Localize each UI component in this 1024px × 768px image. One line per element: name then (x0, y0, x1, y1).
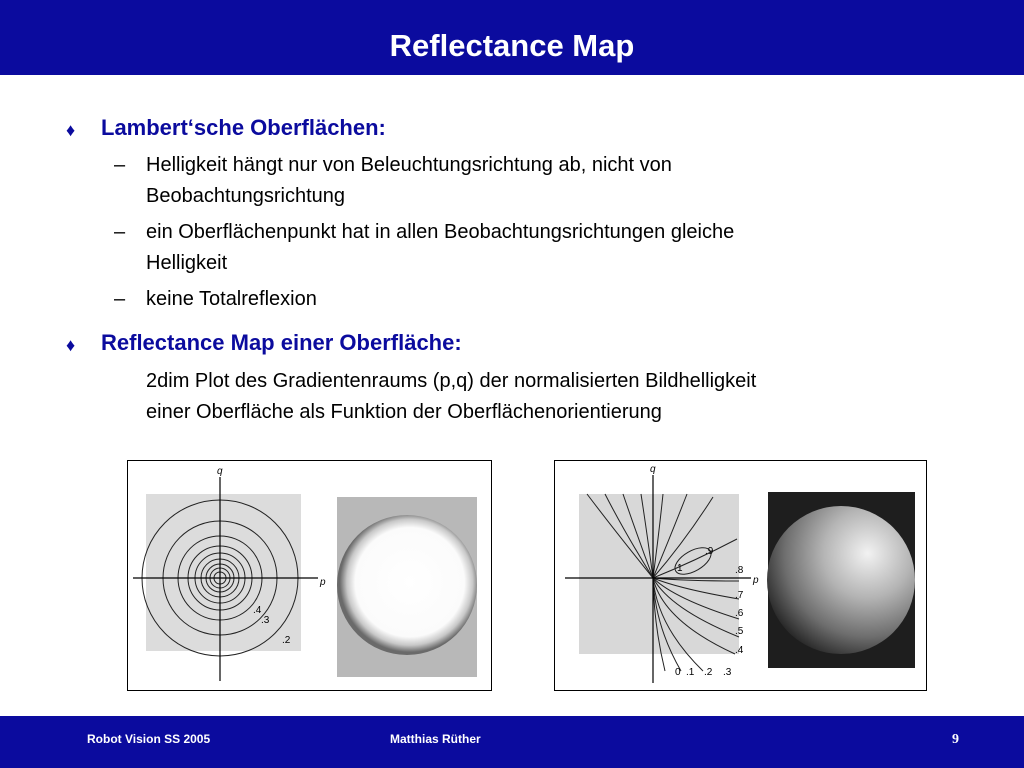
curve-label: .8 (735, 565, 744, 576)
sub-item-line: ein Oberflächenpunkt hat in allen Beobachtungsrichtungen gleiche (146, 221, 735, 243)
dash-marker: – (114, 288, 126, 310)
figure-oriented-reflectance (554, 460, 927, 691)
curve-label: .6 (735, 608, 744, 619)
diamond-bullet-icon: ♦ (66, 120, 76, 140)
sub-item-brightness (146, 150, 946, 212)
q-axis-label: q (650, 464, 656, 475)
sub-item-surface-point (146, 217, 946, 279)
description-line: einer Oberfläche als Funktion der Oberflächenorientierung (146, 401, 662, 423)
description-line: 2dim Plot des Gradientenraums (p,q) der normalisierten Bildhelligkeit (146, 370, 757, 392)
oriented-sphere-image (767, 506, 915, 654)
figure-lambert-reflectance (127, 460, 492, 691)
bottom-label: .1 (686, 667, 695, 678)
sub-item-line: Beobachtungsrichtung (146, 185, 346, 207)
contour-label: .2 (282, 635, 291, 646)
contour-background (146, 494, 301, 651)
dash-marker: – (114, 154, 126, 176)
sub-item-line: Helligkeit (146, 252, 228, 274)
lambert-sphere-image (337, 515, 477, 655)
p-axis-label: p (753, 575, 759, 586)
curve-label: .4 (735, 645, 744, 656)
reflectance-map-description (146, 366, 946, 428)
curve-label: .5 (735, 626, 744, 637)
sub-item-line: keine Totalreflexion (146, 288, 317, 310)
contour-background (579, 494, 739, 654)
sub-item-line: Helligkeit hängt nur von Beleuchtungsrichtung ab, nicht von (146, 154, 672, 176)
bottom-label: .3 (723, 667, 732, 678)
sub-item-total-reflexion (146, 284, 946, 315)
bottom-label: 0 (675, 667, 681, 678)
footer-author: Matthias Rüther (390, 732, 481, 746)
diamond-bullet-icon: ♦ (66, 335, 76, 355)
slide-title: Reflectance Map (389, 28, 635, 63)
title-bar (0, 0, 1024, 75)
bullet-heading-lambert: Lambert‘sche Oberflächen: (101, 115, 386, 140)
q-axis-label: q (217, 466, 223, 477)
p-axis-label: p (320, 577, 326, 588)
curve-label: .7 (735, 590, 744, 601)
center-label: 1 (677, 563, 683, 574)
contour-label: .3 (261, 615, 270, 626)
lambert-figure-svg (128, 461, 491, 690)
oriented-figure-svg (555, 461, 926, 690)
page-number: 9 (952, 732, 959, 747)
curve-label: .9 (705, 546, 714, 557)
dash-marker: – (114, 221, 126, 243)
bottom-label: .2 (704, 667, 713, 678)
contour-label: .4 (253, 605, 262, 616)
footer-course: Robot Vision SS 2005 (87, 732, 211, 746)
bullet-heading-reflectance-map: Reflectance Map einer Oberfläche: (101, 330, 462, 355)
footer-bar (0, 716, 1024, 768)
